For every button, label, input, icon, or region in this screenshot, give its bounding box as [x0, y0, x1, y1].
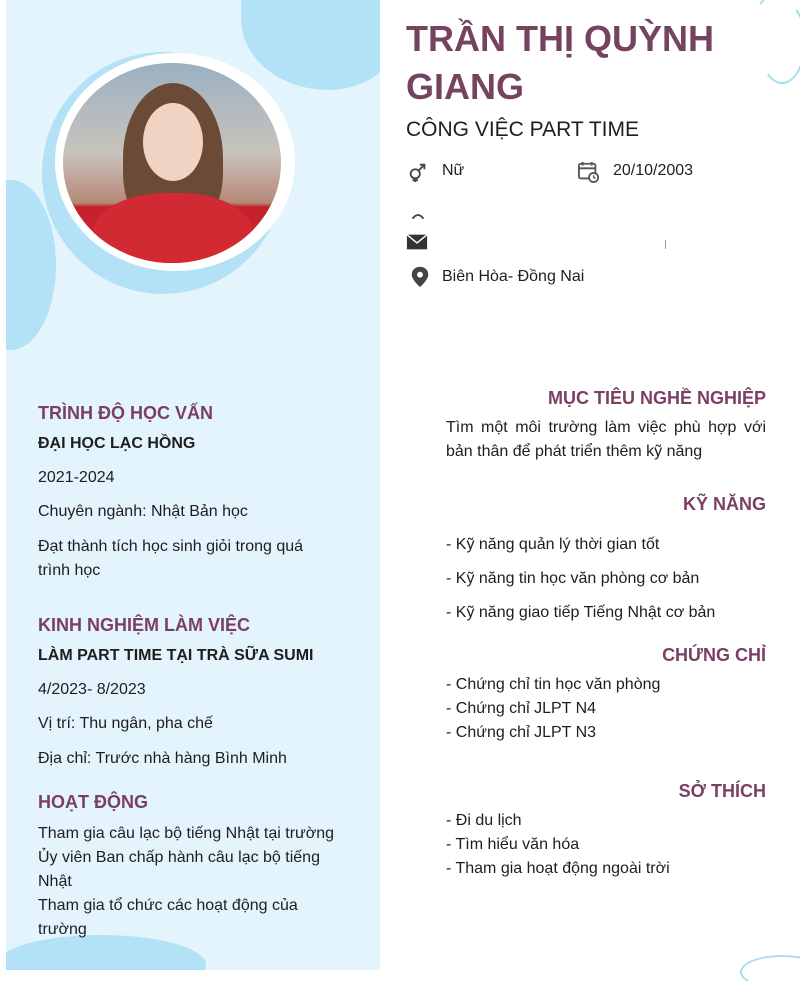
certificate-item: - Chứng chỉ JLPT N3 [446, 724, 597, 741]
experience-position: Vị trí: Thu ngân, pha chế [38, 715, 213, 732]
education-title: TRÌNH ĐỘ HỌC VẤN [38, 403, 213, 423]
certificates-title: CHỨNG CHỈ [662, 645, 766, 665]
school-name: ĐẠI HỌC LẠC HỒNG [38, 435, 196, 452]
certificate-item: - Chứng chỉ JLPT N4 [446, 700, 597, 717]
location-pin-icon [409, 265, 431, 289]
birthdate-value: 20/10/2003 [613, 162, 694, 179]
address-value: Biên Hòa- Đồng Nai [442, 268, 585, 285]
skills-title: KỸ NĂNG [682, 494, 766, 514]
calendar-icon [578, 160, 600, 184]
hobby-item: - Tìm hiểu văn hóa [446, 836, 580, 853]
skill-item: - Kỹ năng tin học văn phòng cơ bản [446, 570, 700, 587]
divider [665, 240, 666, 249]
education-major: Chuyên ngành: Nhật Bản học [38, 503, 248, 520]
experience-title: KINH NGHIỆM LÀM VIỆC [38, 615, 251, 635]
education-achievement: Đạt thành tích học sinh giỏi trong quá trình học [38, 538, 304, 579]
experience-location: Địa chỉ: Trước nhà hàng Bình Minh [38, 750, 287, 767]
activities-title: HOẠT ĐỘNG [38, 792, 148, 812]
experience-job: LÀM PART TIME TẠI TRÀ SỮA SUMI [38, 647, 314, 664]
hobbies-title: SỞ THÍCH [678, 781, 766, 801]
hobby-item: - Tham gia hoạt động ngoài trời [446, 860, 670, 877]
gender-value: Nữ [442, 162, 465, 179]
decor-swirl [740, 955, 800, 989]
email-icon [406, 233, 428, 251]
certificate-item: - Chứng chỉ tin học văn phòng [446, 676, 661, 693]
education-years: 2021-2024 [38, 469, 115, 486]
experience-period: 4/2023- 8/2023 [38, 681, 146, 698]
profile-photo [63, 63, 281, 263]
objective-text: Tìm một môi trường làm việc phù hợp với bản thân để phát triển thêm kỹ năng [446, 419, 766, 460]
job-title: CÔNG VIỆC PART TIME [406, 118, 639, 141]
activity-item: Tham gia câu lạc bộ tiếng Nhật tại trường [38, 825, 335, 842]
activity-item: Ủy viên Ban chấp hành câu lạc bộ tiếng Nhật [38, 849, 320, 890]
skill-item: - Kỹ năng quản lý thời gian tốt [446, 536, 660, 553]
hobby-item: - Đi du lịch [446, 812, 522, 829]
objective-title: MỤC TIÊU NGHỀ NGHIỆP [547, 388, 766, 408]
person-name: TRẦN THỊ QUỲNH GIANG [406, 18, 714, 107]
gender-icon [407, 160, 429, 184]
decor-blob [241, 0, 380, 90]
activity-item: Tham gia tổ chức các hoạt động của trường [38, 897, 298, 938]
phone-icon [407, 210, 429, 220]
skill-item: - Kỹ năng giao tiếp Tiếng Nhật cơ bản [446, 604, 716, 621]
